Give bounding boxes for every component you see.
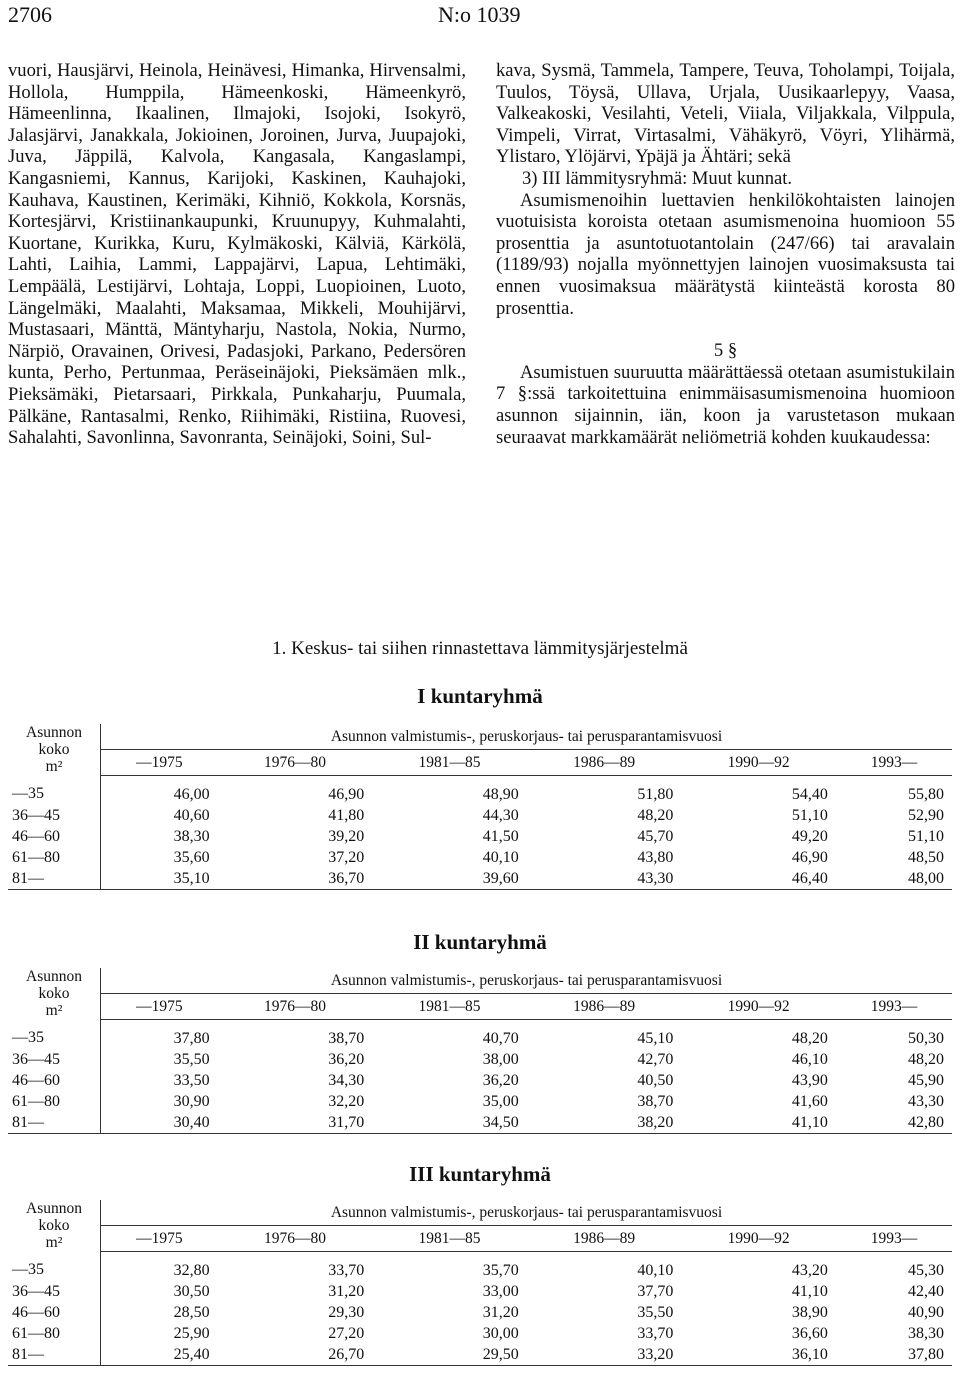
rent-value-cell: 38,30 [173, 827, 210, 845]
rent-value-cell: 43,30 [527, 868, 682, 890]
size-label-line: Asunnon [26, 724, 82, 741]
table-row [8, 1344, 952, 1366]
rent-value-cell: 36,60 [791, 1324, 828, 1342]
rent-value-cell: 51,80 [637, 785, 674, 803]
table-row [8, 1070, 952, 1091]
rent-value-cell: 38,70 [328, 1029, 365, 1047]
year-column-header: 1976—80 [218, 749, 373, 775]
rent-value-cell: 36,20 [482, 1071, 519, 1089]
rent-value-cell: 40,90 [908, 1303, 944, 1321]
size-label-line: m² [45, 1234, 63, 1251]
rent-value-cell: 27,20 [328, 1324, 365, 1342]
rent-value-cell: 29,30 [328, 1303, 365, 1321]
rent-value-cell: 35,10 [101, 868, 218, 890]
rent-value-cell: 35,60 [173, 848, 210, 866]
rent-value-cell: 31,20 [328, 1282, 365, 1300]
year-column-header: —1975 [101, 993, 218, 1019]
rent-value-cell: 38,90 [791, 1303, 828, 1321]
rent-value-cell: 42,80 [836, 1112, 952, 1134]
rent-value-cell: 48,20 [908, 1050, 944, 1068]
left-text-column [8, 60, 466, 449]
rent-value-cell: 29,50 [372, 1344, 527, 1366]
rent-value-cell: 54,40 [791, 785, 828, 803]
size-label-line: m² [45, 758, 63, 775]
rent-value-cell: 40,10 [482, 848, 519, 866]
size-label-line: Asunnon [26, 1200, 82, 1217]
rent-value-cell: 43,20 [791, 1261, 828, 1279]
year-column-header: 1993— [836, 749, 952, 775]
rent-value-cell: 37,80 [836, 1344, 952, 1366]
rent-value-cell: 41,10 [681, 1112, 836, 1134]
dwelling-size-cell: 61—80 [8, 1091, 101, 1112]
rent-value-cell: 41,80 [328, 806, 365, 824]
rent-value-cell: 26,70 [218, 1344, 373, 1366]
table-header-row [8, 1200, 952, 1225]
table-header-row [8, 968, 952, 993]
dwelling-size-cell: —35 [8, 1019, 101, 1049]
size-label-line: Asunnon [26, 968, 82, 985]
year-span-header: Asunnon valmistumis-, peruskorjaus- tai perusparantamisvuosi [101, 968, 953, 993]
table-row [8, 826, 952, 847]
size-label-line: m² [45, 1002, 63, 1019]
dwelling-size-cell: 81— [8, 1112, 101, 1134]
loan-interest-paragraph: Asumismenoihin luettavien henkilökohtaisten lainojen vuotuisista koroista otetaan asumismenoina huomioon 55 prosenttia ja asuntotuotantolain (247/66) tai aravalain (1189/93) nojalla myönnettyjen lainojen vuosimaksusta tai ennen vuosimaksua määrätystä kiinteästä korosta 80 prosenttia. [496, 189, 955, 319]
rent-value-cell: 42,40 [908, 1282, 944, 1300]
rent-value-cell: 31,20 [482, 1303, 519, 1321]
rent-value-cell: 34,50 [372, 1112, 527, 1134]
rent-value-cell: 41,50 [482, 827, 519, 845]
year-column-header: 1981—85 [372, 1225, 527, 1251]
size-label-line: koko [38, 741, 70, 758]
year-column-header: 1981—85 [372, 749, 527, 775]
dwelling-size-cell: 81— [8, 868, 101, 890]
rent-value-cell: 38,20 [527, 1112, 682, 1134]
year-column-header: 1990—92 [681, 1225, 836, 1251]
rent-value-cell: 32,80 [173, 1261, 210, 1279]
rent-value-cell: 35,00 [482, 1092, 519, 1110]
year-column-header: 1986—89 [527, 749, 682, 775]
rent-value-cell: 33,00 [482, 1282, 519, 1300]
rent-value-cell: 48,00 [836, 868, 952, 890]
dwelling-size-cell: 61—80 [8, 847, 101, 868]
rent-value-cell: 46,90 [328, 785, 365, 803]
group-title: II kuntaryhmä [413, 930, 547, 954]
rent-value-cell: 35,50 [173, 1050, 210, 1068]
rent-value-cell: 46,00 [173, 785, 210, 803]
year-column-header: 1976—80 [218, 993, 373, 1019]
rent-value-cell: 36,10 [681, 1344, 836, 1366]
rent-table [8, 724, 952, 890]
rent-value-cell: 38,00 [482, 1050, 519, 1068]
rent-value-cell: 32,20 [328, 1092, 365, 1110]
dwelling-size-cell: 46—60 [8, 1070, 101, 1091]
table-header-row [8, 724, 952, 749]
rent-value-cell: 42,70 [637, 1050, 674, 1068]
rent-value-cell: 40,70 [482, 1029, 519, 1047]
size-column-header [8, 968, 101, 1019]
rent-value-cell: 43,30 [908, 1092, 944, 1110]
year-column-header: 1990—92 [681, 749, 836, 775]
year-header-row [8, 1225, 952, 1251]
rent-value-cell: 35,50 [637, 1303, 674, 1321]
group-title: I kuntaryhmä [417, 684, 543, 708]
dwelling-size-cell: 46—60 [8, 1302, 101, 1323]
rent-value-cell: 49,20 [791, 827, 828, 845]
rent-value-cell: 48,50 [908, 848, 944, 866]
table-row [8, 1112, 952, 1134]
rent-value-cell: 40,10 [637, 1261, 674, 1279]
rent-value-cell: 46,10 [791, 1050, 828, 1068]
rent-value-cell: 33,70 [637, 1324, 674, 1342]
dwelling-size-cell: 36—45 [8, 1049, 101, 1070]
rent-table [8, 968, 952, 1134]
rent-value-cell: 30,40 [101, 1112, 218, 1134]
rent-table [8, 1200, 952, 1366]
rent-value-cell: 48,20 [637, 806, 674, 824]
rent-value-cell: 36,20 [328, 1050, 365, 1068]
page-header [8, 2, 952, 30]
size-label-line: koko [38, 985, 70, 1002]
rent-value-cell: 33,20 [527, 1344, 682, 1366]
rent-value-cell: 30,90 [173, 1092, 210, 1110]
year-column-header: 1986—89 [527, 993, 682, 1019]
rent-value-cell: 39,60 [372, 868, 527, 890]
rent-value-cell: 38,30 [908, 1324, 944, 1342]
right-text-column [496, 60, 955, 448]
rent-value-cell: 40,50 [637, 1071, 674, 1089]
rent-value-cell: 45,70 [637, 827, 674, 845]
table-row [8, 868, 952, 890]
year-column-header: 1993— [836, 1225, 952, 1251]
table-row [8, 805, 952, 826]
rent-value-cell: 51,10 [908, 827, 944, 845]
rent-value-cell: 50,30 [908, 1029, 944, 1047]
dwelling-size-cell: 46—60 [8, 826, 101, 847]
rent-value-cell: 52,90 [908, 806, 944, 824]
rent-value-cell: 37,70 [637, 1282, 674, 1300]
year-span-header: Asunnon valmistumis-, peruskorjaus- tai perusparantamisvuosi [101, 724, 953, 749]
rent-value-cell: 45,90 [908, 1071, 944, 1089]
size-label-line: koko [38, 1217, 70, 1234]
rent-value-cell: 48,90 [482, 785, 519, 803]
rent-value-cell: 38,70 [637, 1092, 674, 1110]
table-row [8, 1251, 952, 1281]
table-row [8, 1091, 952, 1112]
rent-value-cell: 25,40 [101, 1344, 218, 1366]
rent-value-cell: 37,80 [173, 1029, 210, 1047]
tables-caption: 1. Keskus- tai siihen rinnastettava lämmitysjärjestelmä [272, 638, 688, 659]
rent-value-cell: 28,50 [173, 1303, 210, 1321]
rent-value-cell: 46,40 [681, 868, 836, 890]
dwelling-size-cell: —35 [8, 775, 101, 805]
dwelling-size-cell: 36—45 [8, 805, 101, 826]
dwelling-size-cell: 36—45 [8, 1281, 101, 1302]
rent-value-cell: 46,90 [791, 848, 828, 866]
year-header-row [8, 749, 952, 775]
rent-value-cell: 45,30 [908, 1261, 944, 1279]
rent-value-cell: 41,10 [791, 1282, 828, 1300]
rent-value-cell: 45,10 [637, 1029, 674, 1047]
rent-value-cell: 44,30 [482, 806, 519, 824]
rent-value-cell: 33,70 [328, 1261, 365, 1279]
table-row [8, 847, 952, 868]
rent-value-cell: 34,30 [328, 1071, 365, 1089]
year-column-header: —1975 [101, 1225, 218, 1251]
page-number: 2706 [8, 2, 52, 27]
year-header-row [8, 993, 952, 1019]
rent-value-cell: 25,90 [173, 1324, 210, 1342]
table-row [8, 775, 952, 805]
year-span-header: Asunnon valmistumis-, peruskorjaus- tai perusparantamisvuosi [101, 1200, 953, 1225]
rent-value-cell: 40,60 [173, 806, 210, 824]
rent-value-cell: 36,70 [218, 868, 373, 890]
table-row [8, 1049, 952, 1070]
group-title: III kuntaryhmä [409, 1162, 551, 1186]
housing-cost-paragraph: Asumistuen suuruutta määrättäessä otetaan asumistukilain 7 §:ssä tarkoitettuina enimmäisasumismenoina huomioon asunnon sijainnin, iän, koon ja varustetason mukaan seuraavat markkamäärät neliömetriä kohden kuukaudessa: [496, 361, 955, 448]
rent-value-cell: 31,70 [218, 1112, 373, 1134]
municipality-list-continuation: kava, Sysmä, Tammela, Tampere, Teuva, Toholampi, Toijala, Tuulos, Töysä, Ullava, Urjala, Uusikaarlepyy, Vaasa, Valkeakoski, Vesilahti, Veteli, Viiala, Viljakkala, Vilppula, Vimpeli, Virrat, Virtasalmi, Vähäkyrö, Vöyri, Ylihärmä, Ylistaro, Ylöjärvi, Ypäjä ja Ähtäri; sekä [496, 60, 955, 168]
table-row [8, 1323, 952, 1344]
size-column-header [8, 724, 101, 775]
rent-value-cell: 33,50 [173, 1071, 210, 1089]
table-row [8, 1302, 952, 1323]
rent-value-cell: 43,80 [637, 848, 674, 866]
year-column-header: 1990—92 [681, 993, 836, 1019]
document-number: N:o 1039 [438, 2, 521, 27]
size-column-header [8, 1200, 101, 1251]
year-column-header: 1993— [836, 993, 952, 1019]
table-row [8, 1019, 952, 1049]
section-heading: 5 § [713, 340, 738, 362]
year-column-header: —1975 [101, 749, 218, 775]
table-row [8, 1281, 952, 1302]
year-column-header: 1981—85 [372, 993, 527, 1019]
heating-group-item: 3) III lämmitysryhmä: Muut kunnat. [522, 167, 793, 189]
dwelling-size-cell: —35 [8, 1251, 101, 1281]
rent-value-cell: 39,20 [328, 827, 365, 845]
rent-value-cell: 30,50 [173, 1282, 210, 1300]
rent-value-cell: 37,20 [328, 848, 365, 866]
dwelling-size-cell: 81— [8, 1344, 101, 1366]
year-column-header: 1986—89 [527, 1225, 682, 1251]
rent-value-cell: 43,90 [791, 1071, 828, 1089]
rent-value-cell: 48,20 [791, 1029, 828, 1047]
rent-value-cell: 35,70 [482, 1261, 519, 1279]
rent-value-cell: 30,00 [482, 1324, 519, 1342]
dwelling-size-cell: 61—80 [8, 1323, 101, 1344]
rent-value-cell: 51,10 [791, 806, 828, 824]
rent-value-cell: 41,60 [791, 1092, 828, 1110]
year-column-header: 1976—80 [218, 1225, 373, 1251]
rent-value-cell: 55,80 [908, 785, 944, 803]
municipality-list-paragraph: vuori, Hausjärvi, Heinola, Heinävesi, Himanka, Hirvensalmi, Hollola, Humppila, Hämeenkoski, Hämeenkyrö, Hämeenlinna, Ikaalinen, Ilmajoki, Isojoki, Isokyrö, Jalasjärvi, Janakkala, Jokioinen, Joroinen, Jurva, Juupajoki, Juva, Jäppilä, Kalvola, Kangasala, Kangaslampi, Kangasniemi, Kannus, Karijoki, Kaskinen, Kauhajoki, Kauhava, Kaustinen, Kerimäki, Kihniö, Kokkola, Korsnäs, Kortesjärvi, Kristiinankaupunki, Kruunupyy, Kuhmalahti, Kuortane, Kurikka, Kuru, Kylmäkoski, Kälviä, Kärkölä, Lahti, Laihia, Lammi, Lappajärvi, Lapua, Lehtimäki, Lempäälä, Lestijärvi, Lohtaja, Loppi, Luopioinen, Luoto, Längelmäki, Maalahti, Maksamaa, Mikkeli, Mouhijärvi, Mustasaari, Mänttä, Mäntyharju, Nastola, Nokia, Nurmo, Närpiö, Oravainen, Orivesi, Padasjoki, Parkano, Pedersören kunta, Perho, Pertunmaa, Peräseinäjoki, Pieksämäen mlk., Pieksämäki, Pietarsaari, Pirkkala, Punkaharju, Puumala, Pälkäne, Rantasalmi, Renko, Riihimäki, Ristiina, Ruovesi, Sahalahti, Savonlinna, Savonranta, Seinäjoki, Soini, Sul- [8, 60, 466, 449]
